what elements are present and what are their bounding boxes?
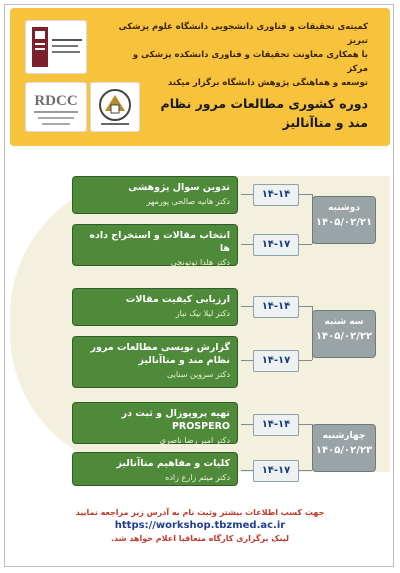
footer-info: جهت کسب اطلاعات بیشتر وثبت نام به آدرس زیر مراجعه نمایید	[75, 508, 325, 517]
session-box	[72, 336, 238, 388]
university-logo	[25, 20, 87, 74]
connector-line	[298, 306, 312, 307]
registration-link[interactable]: https://workshop.tbzmed.ac.ir	[114, 520, 286, 531]
session-title: تدوین سوال پژوهشی	[128, 182, 230, 193]
session-speaker: دکتر هانیه صالحی پورمهر	[146, 197, 230, 206]
session-title: ارزیابی کیفیت مقالات	[125, 294, 230, 305]
connector-line	[241, 306, 253, 307]
session-box	[72, 288, 238, 326]
time-tag: ۱۴-۱۴	[253, 414, 299, 436]
session-speaker: دکتر امیر رضا ناصری	[159, 436, 230, 445]
session-speaker: دکتر هلدا توتونچی	[170, 258, 230, 267]
connector-line	[298, 194, 312, 195]
organizer-line: با همکاری معاونت تحقیقات و فناوری دانشکده پزشکی و مرکز	[132, 50, 368, 74]
date-label: ۱۴۰۵/۰۲/۲۳	[315, 445, 373, 456]
day-label: دوشنبه	[328, 203, 360, 213]
connector-line	[241, 470, 253, 471]
svg-text:RDCC: RDCC	[34, 93, 78, 109]
session-speaker: دکتر میثم زارع زاده	[165, 473, 230, 482]
footer-note: لینک برگزاری کارگاه متعاقبا اعلام خواهد شد.	[111, 534, 289, 543]
session-title: کلیات و مفاهیم متاآنالیز	[116, 458, 230, 469]
session-box	[72, 452, 238, 486]
time-tag: ۱۴-۱۷	[253, 460, 299, 482]
day-box	[312, 310, 376, 358]
connector-line	[298, 424, 312, 425]
session-box	[72, 402, 238, 444]
session-box	[72, 224, 238, 266]
day-box	[312, 196, 376, 244]
rdcc-logo	[25, 82, 87, 132]
time-tag: ۱۴-۱۴	[253, 296, 299, 318]
session-speaker: دکتر سروین سنایی	[166, 370, 230, 379]
connector-line	[241, 244, 253, 245]
date-label: ۱۴۰۵/۰۲/۲۱	[315, 217, 373, 228]
time-tag: ۱۴-۱۴	[253, 184, 299, 206]
time-tag: ۱۴-۱۷	[253, 350, 299, 372]
session-title: انتخاب مقالات و استخراج داده ها	[89, 230, 230, 254]
day-label: چهارشنبه	[322, 431, 366, 441]
date-label: ۱۴۰۵/۰۲/۲۲	[315, 331, 373, 342]
course-title: دوره کشوری مطالعات مرور نظام مند و متاآنالیز	[160, 96, 368, 130]
organizer-text	[113, 20, 368, 90]
session-box	[72, 176, 238, 214]
header-panel	[10, 8, 390, 146]
session-title: تهیه پروپوزال و ثبت در PROSPERO	[121, 408, 230, 432]
day-box	[312, 424, 376, 472]
footer	[10, 508, 390, 543]
connector-line	[298, 360, 312, 361]
day-label: سه شنبه	[324, 317, 364, 327]
session-title: گزارش نویسی مطالعات مرور نظام مند و متاآنالیز	[90, 342, 230, 366]
schedule-area	[10, 176, 390, 482]
organizer-line: کمیته‌ی تحقیقات و فناوری دانشجویی دانشگاه علوم پزشکی تبریز	[118, 22, 368, 46]
connector-line	[298, 244, 312, 245]
time-tag: ۱۴-۱۷	[253, 234, 299, 256]
connector-line	[298, 470, 312, 471]
session-speaker: دکتر لیلا نیک نیاز	[175, 309, 230, 318]
connector-line	[241, 424, 253, 425]
connector-line	[241, 360, 253, 361]
connector-line	[241, 194, 253, 195]
organizer-line: توسعه و هماهنگی پژوهش دانشگاه برگزار میکند	[167, 78, 368, 88]
